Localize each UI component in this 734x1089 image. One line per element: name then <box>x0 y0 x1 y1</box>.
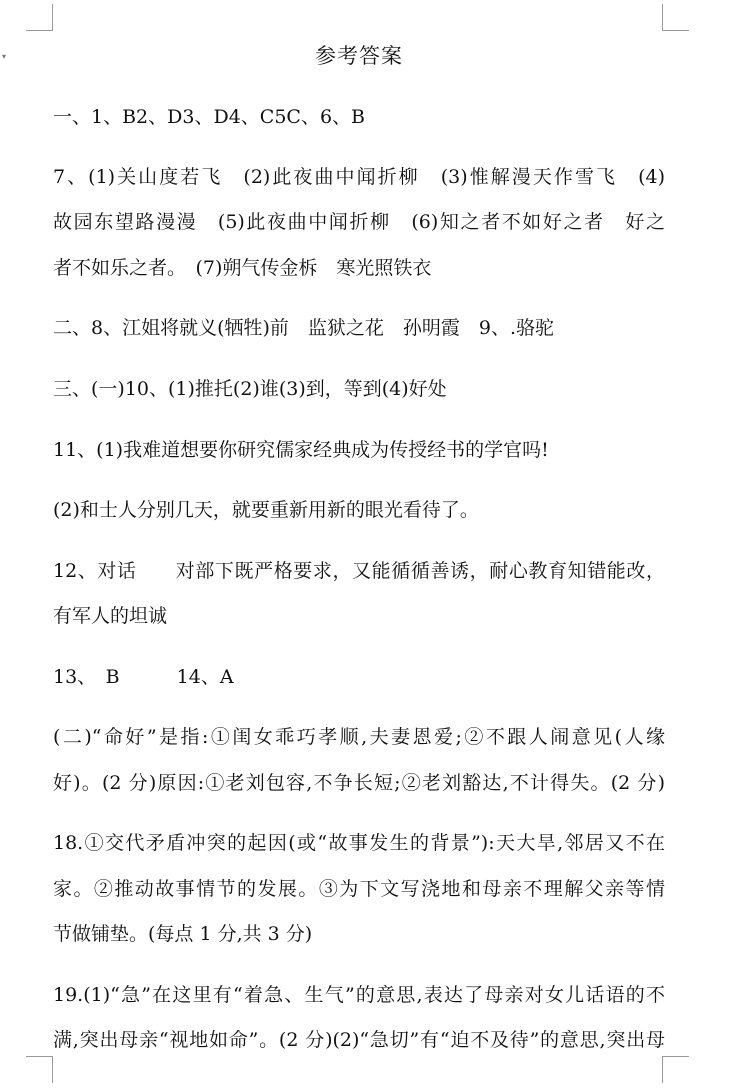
answer-line-19a: 19.(1)“急”在这里有“着急、生气”的意思,表达了母亲对女儿话语的不 <box>53 984 665 1006</box>
answer-line-2: 二、8、江姐将就义(牺牲)前 监狱之花 孙明霞 9、.骆驼 <box>53 317 555 339</box>
page-corner-mark-top-right <box>662 4 689 31</box>
answer-line-11a: 11、(1)我难道想要你研究儒家经典成为传授经书的学官吗! <box>53 439 549 461</box>
answer-line-18a: 18.①交代矛盾冲突的起因(或“故事发生的背景”):天大旱,邻居又不在 <box>53 832 665 854</box>
answer-line-11b: (2)和士人分别几天，就要重新用新的眼光看待了。 <box>53 499 479 521</box>
answer-line-18c: 节做铺垫。(每点 1 分,共 3 分) <box>53 923 313 945</box>
answer-line-13-14: 13、 B 14、A <box>53 666 234 688</box>
answer-line-19b: 满,突出母亲“视地如命”。(2 分)(2)“急切”有“迫不及待”的意思,突出母 <box>53 1029 665 1051</box>
margin-marker-icon: ▾ <box>2 52 7 61</box>
answer-line-3: 三、(一)10、(1)推托(2)谁(3)到，等到(4)好处 <box>53 378 447 400</box>
answer-line-18b: 家。②推动故事情节的发展。③为下文写浇地和母亲不理解父亲等情 <box>53 878 665 900</box>
answer-line-part2b: 好)。(2 分)原因:①老刘包容,不争长短;②老刘豁达,不计得失。(2 分) <box>53 772 665 794</box>
page-corner-mark-top-left <box>26 4 53 31</box>
answer-line-7b: 故园东望路漫漫 (5)此夜曲中闻折柳 (6)知之者不如好之者 好之 <box>53 211 665 233</box>
answer-line-12b: 有军人的坦诚 <box>53 605 168 627</box>
answer-line-7c: 者不如乐之者。 (7)朔气传金柝 寒光照铁衣 <box>53 257 432 279</box>
answer-line-1: 一、1、B2、D3、D4、C5C、6、B <box>53 106 365 128</box>
answer-line-part2a: (二)“命好”是指:①闺女乖巧孝顺,夫妻恩爱;②不跟人闹意见(人缘 <box>53 726 665 748</box>
page-corner-mark-bottom-right <box>662 1056 689 1083</box>
answer-line-7a: 7、(1)关山度若飞 (2)此夜曲中闻折柳 (3)惟解漫天作雪飞 (4) <box>53 166 665 188</box>
document-title: 参考答案 <box>315 44 403 68</box>
answer-line-12a: 12、对话 对部下既严格要求，又能循循善诱，耐心教育知错能改， <box>53 560 665 582</box>
page-corner-mark-bottom-left <box>26 1056 53 1083</box>
